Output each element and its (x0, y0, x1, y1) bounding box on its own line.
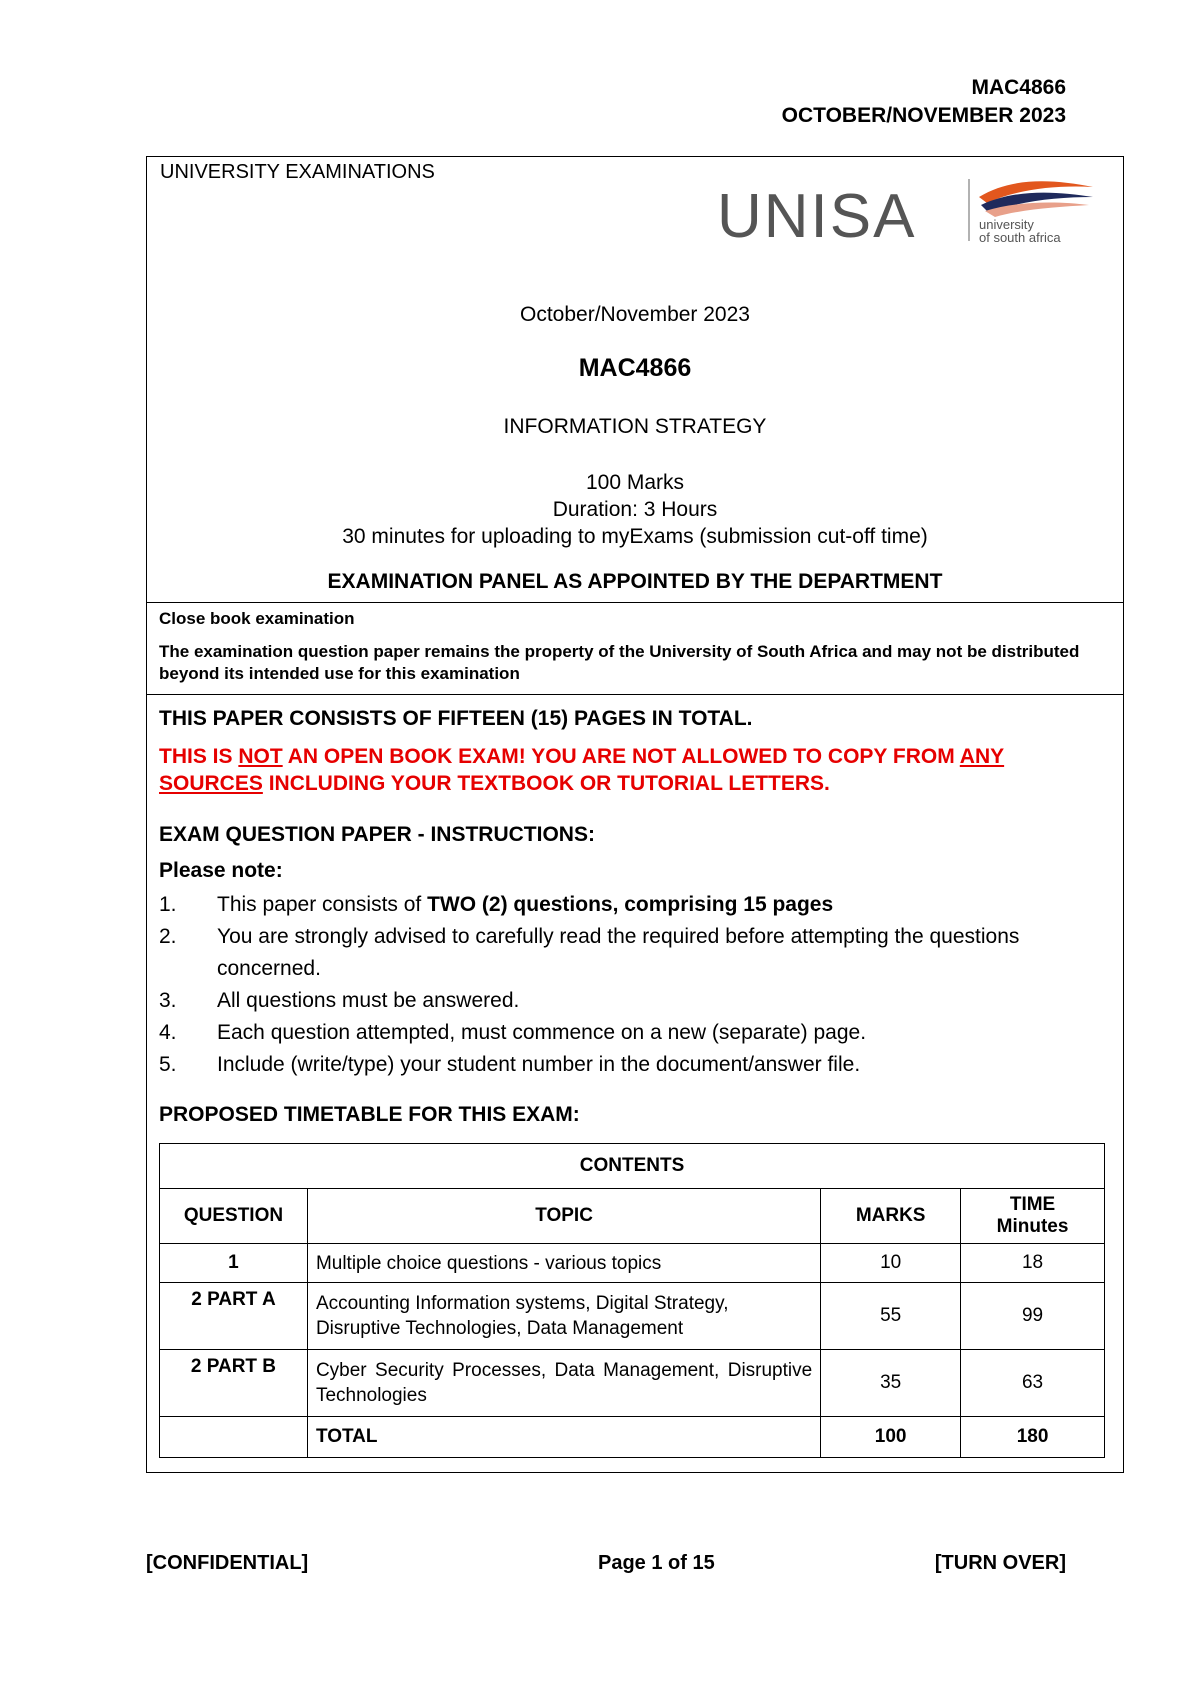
table-row (160, 1350, 1105, 1417)
instructions-heading: EXAM QUESTION PAPER - INSTRUCTIONS: (159, 823, 595, 846)
instruction-item (159, 1017, 1111, 1049)
instruction-number: 5. (159, 1053, 177, 1076)
cell-question: 2 PART A (160, 1283, 308, 1350)
cell-time: 99 (961, 1283, 1105, 1350)
timetable-heading: PROPOSED TIMETABLE FOR THIS EXAM: (159, 1103, 580, 1126)
cell-topic: Accounting Information systems, Digital Strategy, Disruptive Technologies, Data Management (307, 1283, 820, 1350)
cover-frame (146, 156, 1124, 1473)
table-row (160, 1244, 1105, 1283)
footer-confidential: [CONFIDENTIAL] (146, 1552, 309, 1574)
instruction-text-plain: This paper consists of (217, 893, 428, 916)
logo-sub2: of south africa (979, 230, 1061, 243)
header-module-code: MAC4866 (971, 76, 1066, 99)
cell-empty (160, 1417, 308, 1458)
header-time (961, 1189, 1105, 1244)
cell-question: 2 PART B (160, 1350, 308, 1417)
cell-question: 1 (160, 1244, 308, 1283)
header-time-label: TIME (1009, 1194, 1056, 1215)
total-marks: 100 Marks (585, 471, 685, 494)
instruction-item (159, 1049, 1111, 1081)
instruction-text: Include (write/type) your student number in the document/answer file. (217, 1053, 861, 1076)
instruction-text-bold: TWO (2) questions, comprising 15 pages (427, 893, 834, 916)
instruction-item (159, 985, 1111, 1017)
instruction-number: 4. (159, 1021, 177, 1044)
header-marks: MARKS (821, 1189, 961, 1244)
footer-turn-over: [TURN OVER] (934, 1552, 1066, 1574)
duration: Duration: 3 Hours (552, 498, 718, 521)
cover-section (147, 157, 1123, 603)
cell-topic: Cyber Security Processes, Data Management, Disruptive Technologies (307, 1350, 820, 1417)
table-header-row (160, 1189, 1105, 1244)
cell-marks: 10 (821, 1244, 961, 1283)
instruction-item (159, 921, 1111, 985)
page-header (782, 74, 1066, 130)
table-row (160, 1283, 1105, 1350)
page-count-note: THIS PAPER CONSISTS OF FIFTEEN (15) PAGES IN TOTAL. (159, 707, 753, 730)
exam-details (147, 469, 1123, 550)
upload-time: 30 minutes for uploading to myExams (submission cut-off time) (342, 525, 928, 548)
contents-table (159, 1143, 1105, 1458)
notice-section (147, 603, 1123, 695)
instruction-number: 3. (159, 989, 177, 1012)
warning-part-1: THIS IS (159, 745, 239, 768)
total-marks-cell: 100 (821, 1417, 961, 1458)
cell-time: 18 (961, 1244, 1105, 1283)
unisa-logo (717, 175, 1097, 243)
instruction-item (159, 889, 1111, 921)
header-time-unit: Minutes (996, 1216, 1069, 1237)
header-session: OCTOBER/NOVEMBER 2023 (781, 104, 1066, 127)
instruction-text: You are strongly advised to carefully read the required before attempting the questions concerned. (217, 925, 1020, 980)
table-total-row (160, 1417, 1105, 1458)
instruction-text: Each question attempted, must commence on a new (separate) page. (217, 1021, 867, 1044)
instruction-number: 2. (159, 925, 177, 948)
header-topic: TOPIC (307, 1189, 820, 1244)
footer-page-number: Page 1 of 15 (598, 1552, 715, 1574)
warning-part-3: INCLUDING YOUR TEXTBOOK OR TUTORIAL LETTERS. (262, 772, 830, 795)
examination-panel: EXAMINATION PANEL AS APPOINTED BY THE DEPARTMENT (327, 570, 943, 593)
property-note: The examination question paper remains the property of the University of South Africa and may not be distributed beyond its intended use for this examination (159, 642, 1080, 683)
module-name: INFORMATION STRATEGY (503, 415, 767, 438)
instruction-text: All questions must be answered. (217, 989, 520, 1012)
logo-sub1: university (979, 217, 1034, 232)
cell-time: 63 (961, 1350, 1105, 1417)
warning-part-2: AN OPEN BOOK EXAM! YOU ARE NOT ALLOWED TO COPY FROM (282, 745, 960, 768)
instruction-text (217, 889, 1111, 921)
institution-label: UNIVERSITY EXAMINATIONS (160, 161, 435, 183)
cell-topic: Multiple choice questions - various topics (307, 1244, 820, 1283)
open-book-warning (159, 743, 1111, 797)
table-title: CONTENTS (160, 1144, 1105, 1189)
exam-date: October/November 2023 (520, 303, 750, 326)
total-label: TOTAL (307, 1417, 820, 1458)
module-code: MAC4866 (578, 354, 692, 382)
instruction-list (159, 889, 1111, 1081)
cell-marks: 35 (821, 1350, 961, 1417)
closed-book-note: Close book examination (159, 609, 355, 628)
total-time-cell: 180 (961, 1417, 1105, 1458)
logo-wordmark: UNISA (717, 182, 917, 243)
instructions-section (147, 695, 1123, 1472)
please-note: Please note: (159, 859, 283, 882)
warning-sources: ANY SOURCES (159, 745, 1005, 795)
cell-marks: 55 (821, 1283, 961, 1350)
warning-not: NOT (238, 745, 283, 768)
instruction-number: 1. (159, 893, 177, 916)
header-question: QUESTION (160, 1189, 308, 1244)
